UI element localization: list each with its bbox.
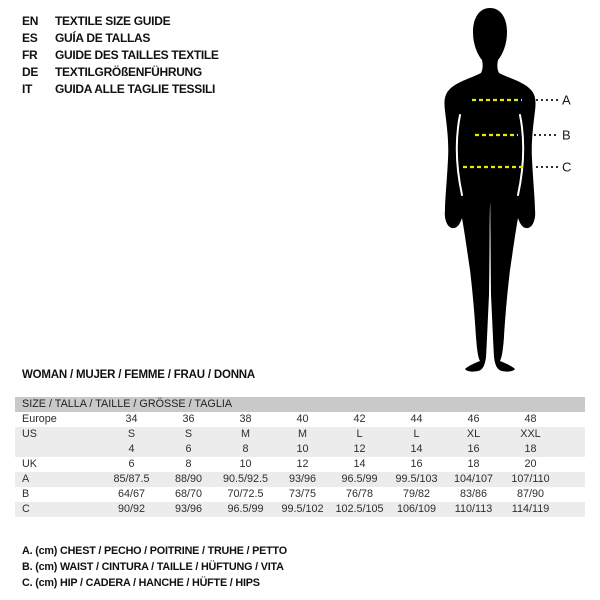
size-cell: 73/75	[288, 488, 317, 500]
size-cell: L	[388, 427, 445, 442]
size-cell: 18	[502, 442, 559, 457]
size-cell: 12	[331, 442, 388, 457]
table-header: SIZE / TALLA / TAILLE / GRÖSSE / TAGLIA	[15, 397, 585, 412]
size-cell: S	[103, 427, 160, 442]
row-label	[15, 442, 103, 457]
row-label: A	[15, 472, 103, 487]
size-cell: M	[217, 427, 274, 442]
language-row-fr	[22, 46, 219, 63]
size-table	[15, 397, 585, 517]
language-label: GUIDA ALLE TAGLIE TESSILI	[55, 81, 216, 96]
measurement-legend	[22, 543, 287, 591]
size-cell: 16	[410, 458, 423, 470]
table-row-hip-c	[15, 502, 585, 517]
size-cell: 106/109	[388, 502, 445, 517]
size-cell: 87/90	[516, 488, 545, 500]
row-spacer	[559, 427, 585, 442]
row-label: C	[15, 502, 103, 517]
size-cell: 70/72.5	[227, 488, 264, 500]
size-cell: 8	[185, 458, 192, 470]
row-spacer	[559, 472, 585, 487]
size-cell: 4	[103, 442, 160, 457]
legend-item-chest: A. (cm) CHEST / PECHO / POITRINE / TRUHE / PETTO	[22, 545, 287, 557]
row-spacer	[559, 487, 585, 502]
table-row-waist-b	[15, 487, 585, 502]
row-spacer	[559, 442, 585, 457]
row-label: B	[22, 488, 30, 500]
size-cell: 68/70	[174, 488, 203, 500]
size-cell: 79/82	[402, 488, 431, 500]
language-label: TEXTILGRÖßENFÜHRUNG	[55, 64, 202, 79]
size-cell: 20	[524, 458, 537, 470]
size-cell: 90.5/92.5	[217, 472, 274, 487]
size-cell: 40	[296, 413, 309, 425]
size-cell: 14	[353, 458, 366, 470]
size-cell: 64/67	[117, 488, 146, 500]
size-cell: XL	[445, 427, 502, 442]
woman-silhouette	[444, 8, 535, 372]
size-cell: 110/113	[445, 502, 502, 517]
table-row-uk	[15, 457, 585, 472]
marker-letter-c: C	[562, 159, 572, 175]
size-cell: XXL	[502, 427, 559, 442]
row-spacer	[559, 457, 585, 472]
size-cell: 99.5/102	[274, 502, 331, 517]
language-code: ES	[22, 30, 38, 45]
size-cell: 107/110	[502, 472, 559, 487]
size-cell: 36	[182, 413, 195, 425]
size-cell: 12	[296, 458, 309, 470]
size-cell: M	[274, 427, 331, 442]
size-cell: 6	[128, 458, 135, 470]
size-cell: 96.5/99	[217, 502, 274, 517]
size-cell: 16	[445, 442, 502, 457]
size-cell: 48	[524, 413, 537, 425]
table-header-row	[15, 397, 585, 412]
language-label: TEXTILE SIZE GUIDE	[55, 13, 171, 28]
size-cell: 93/96	[274, 472, 331, 487]
table-row-us-letter	[15, 427, 585, 442]
language-row-it	[22, 80, 219, 97]
row-label: Europe	[22, 413, 57, 425]
row-label: US	[15, 427, 103, 442]
table-row-us-number	[15, 442, 585, 457]
language-row-de	[22, 63, 219, 80]
legend-item-hip: C. (cm) HIP / CADERA / HANCHE / HÜFTE / HIPS	[22, 577, 260, 589]
row-label: UK	[22, 458, 37, 470]
language-label: GUÍA DE TALLAS	[55, 30, 151, 45]
size-cell: 10	[274, 442, 331, 457]
language-code: IT	[22, 81, 33, 96]
size-cell: 34	[125, 413, 138, 425]
marker-letter-b: B	[562, 127, 571, 143]
woman-silhouette-figure	[410, 0, 600, 380]
size-cell: 102.5/105	[331, 502, 388, 517]
row-spacer	[559, 502, 585, 517]
size-cell: 114/119	[502, 502, 559, 517]
size-cell: 93/96	[160, 502, 217, 517]
size-cell: 38	[239, 413, 252, 425]
table-row-chest-a	[15, 472, 585, 487]
size-cell: 46	[467, 413, 480, 425]
size-cell: L	[331, 427, 388, 442]
size-cell: 8	[217, 442, 274, 457]
size-cell: 76/78	[345, 488, 374, 500]
legend-item-waist: B. (cm) WAIST / CINTURA / TAILLE / HÜFTUNG / VITA	[22, 561, 284, 573]
size-cell: 85/87.5	[103, 472, 160, 487]
language-label: GUIDE DES TAILLES TEXTILE	[55, 47, 219, 62]
language-row-en	[22, 12, 219, 29]
size-cell: S	[160, 427, 217, 442]
size-cell: 99.5/103	[388, 472, 445, 487]
row-spacer	[559, 412, 585, 427]
marker-letter-a: A	[562, 92, 571, 108]
size-cell: 18	[467, 458, 480, 470]
size-cell: 6	[160, 442, 217, 457]
size-cell: 14	[388, 442, 445, 457]
size-cell: 42	[353, 413, 366, 425]
table-row-europe	[15, 412, 585, 427]
size-cell: 96.5/99	[331, 472, 388, 487]
language-code: DE	[22, 64, 39, 79]
language-list	[22, 12, 219, 97]
language-code: EN	[22, 13, 39, 28]
size-cell: 90/92	[103, 502, 160, 517]
size-cell: 88/90	[160, 472, 217, 487]
size-cell: 44	[410, 413, 423, 425]
size-cell: 104/107	[445, 472, 502, 487]
section-title: WOMAN / MUJER / FEMME / FRAU / DONNA	[22, 369, 256, 381]
language-row-es	[22, 29, 219, 46]
size-cell: 83/86	[459, 488, 488, 500]
size-cell: 10	[239, 458, 252, 470]
language-code: FR	[22, 47, 38, 62]
